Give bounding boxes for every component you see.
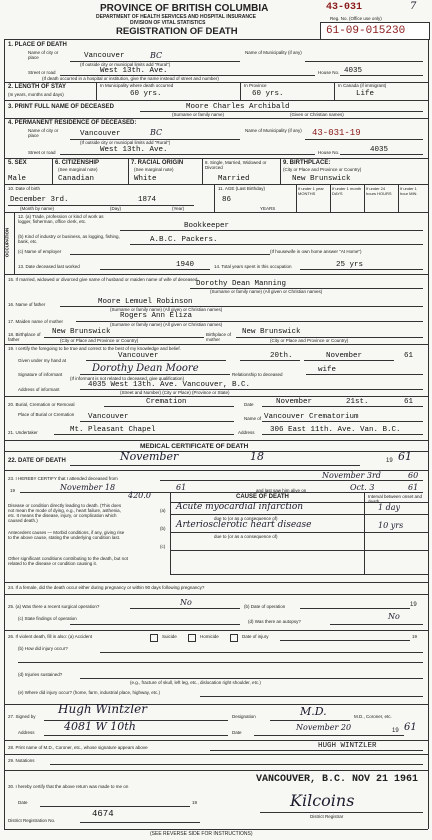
district-label: District Registration No.: [8, 818, 56, 823]
institution-hint: (If death occurred in a hospital or institution, give the name instead of street and number): [42, 76, 219, 81]
s10-label: 10. Date of birth: [8, 186, 41, 191]
outside-limits-hint: (If outside city or municipal limits add "Rural"): [80, 62, 171, 67]
attended-to-year: 61: [176, 483, 187, 492]
res-muni-label: Name of Municipality (if any): [245, 128, 302, 133]
bp-hint-mother: (City or Place and Province or Country): [270, 338, 349, 343]
res-street: West 13th. Ave.: [100, 146, 168, 154]
accident-checkbox[interactable]: [150, 634, 158, 642]
age-col-hours: If under 24 hours HOURS: [366, 186, 392, 196]
burial-place: Vancouver: [88, 413, 129, 421]
s14-label: 14. Total years spent in this occupation: [214, 264, 292, 269]
house-no: 4035: [344, 67, 363, 75]
s18-label: 18. Birthplace of father: [8, 332, 41, 342]
dob-year: 1874: [138, 196, 157, 204]
signature-label: Signature of informant: [18, 372, 63, 377]
cause-a-label: (a): [160, 508, 166, 513]
s24-label: 24. If a female, did the death occur either during pregnancy or within 90 days following pregnancy?: [8, 585, 205, 590]
sign-date: November 20: [296, 723, 352, 732]
given-day: 20th.: [270, 352, 293, 360]
s2-sub: (In years, months and days): [8, 92, 64, 97]
s6-label: 6. CITIZENSHIP: [55, 160, 100, 166]
s11-label: 11. AGE (Last Birthday): [218, 186, 265, 191]
age-col-days: If under 1 month DAYS: [332, 186, 362, 196]
s12c-label: (c) Name of employer: [18, 249, 62, 254]
s21-label: 21. Undertaker: [8, 430, 38, 435]
bp-hint-father: (City or Place and Province or Country): [60, 338, 139, 343]
given-place: Vancouver: [118, 352, 159, 360]
stay-canada-label: In Canada (if immigrant): [338, 83, 387, 88]
spouse: Dorothy Dean Manning: [196, 280, 287, 288]
s26-year: 19: [412, 634, 418, 639]
address-hint: (Street and Number) (City or Place) (Province or State): [120, 390, 230, 395]
province-title: PROVINCE OF BRITISH COLUMBIA: [100, 3, 269, 14]
street-label: Street or road: [28, 70, 56, 75]
attended-to: November 18: [60, 483, 116, 492]
father-birthplace: New Brunswick: [52, 328, 111, 336]
age-col-months: If under 1 year MONTHS: [298, 186, 324, 196]
stay-prov: 60 yrs.: [252, 90, 284, 98]
stay-prov-label: In Province: [244, 83, 267, 88]
last-seen-year: 61: [408, 483, 419, 492]
s6-sub: (See marginal note): [58, 167, 98, 172]
spouse-hint: (Surname or family name) (All given or Christian names): [210, 289, 323, 294]
deceased-name: Moore Charles Archibald: [186, 103, 290, 111]
name-city-label: Name of city or place: [28, 50, 59, 60]
code-note: 420.0: [128, 491, 151, 500]
res-outside-hint: (If outside city or municipal limits add "Rural"): [80, 140, 171, 145]
occupation-vertical: OCCUPATION: [4, 227, 10, 258]
s26-opt-date: Date of injury: [242, 634, 269, 639]
surgical-op: No: [180, 598, 192, 607]
s26e-label: (e) Where did injury occur? (home, farm, industrial place, highway, etc.): [18, 690, 160, 695]
attended-from: November 3rd: [322, 471, 381, 480]
mdc-label: M.D., Coroner, etc.: [354, 714, 392, 719]
s3-title: 3. PRINT FULL NAME OF DECEASED: [8, 104, 114, 110]
s12c-sub: (If housewife in own home answer "At Home"): [270, 249, 362, 254]
sex: Male: [8, 175, 27, 183]
s28-label: 28. Print name of M.D., Coroner, etc., whose signature appears above: [8, 745, 148, 750]
physician-print: HUGH WINTZLER: [318, 742, 377, 750]
age-years: 86: [222, 196, 232, 204]
s25a-label: 25. (a) Was there a recent surgical operation?: [8, 604, 100, 609]
s27-date-label: Date: [232, 730, 242, 735]
s4-title: 4. PERMANENT RESIDENCE OF DECEASED:: [8, 120, 137, 126]
s25c-label: (c) State findings of operation: [18, 616, 77, 621]
res-hw: BC: [150, 128, 163, 137]
informant-address: 4035 West 13th. Ave. Vancouver, B.C.: [88, 381, 251, 389]
designation-label: Designation: [232, 714, 256, 719]
mother-bp-label: Birthplace of mother: [206, 332, 232, 342]
s1-title: 1. PLACE OF DEATH: [8, 42, 67, 48]
s19-label: 19. I certify the foregoing to be true and correct to the best of my knowledge and belief.: [8, 346, 181, 351]
registered-stamp: VANCOUVER, B.C. NOV 21 1961: [256, 774, 419, 785]
undertaker-addr-label: Address: [238, 430, 255, 435]
citizenship: Canadian: [58, 175, 95, 183]
informant-signature: Dorothy Dean Moore: [92, 363, 199, 374]
s25b-year: 19: [410, 602, 417, 608]
physician-signature: Hugh Wintzler: [58, 702, 147, 716]
address-label: Address of informant: [18, 387, 60, 392]
mother: Rogers Ann Eliza: [120, 312, 193, 320]
due-to-b: due to (or as a consequence of): [214, 516, 278, 521]
disp-month: November: [276, 398, 313, 406]
form-title: REGISTRATION OF DEATH: [116, 26, 238, 37]
birthplace: New Brunswick: [292, 175, 351, 183]
disp-day: 21st.: [346, 398, 369, 406]
s26-opt-homicide: Homicide: [200, 634, 219, 639]
res-city-label: Name of city or place: [28, 128, 59, 138]
sign-year: 61: [404, 722, 417, 733]
given-year: 61: [404, 352, 414, 360]
date-label: Date: [18, 800, 28, 805]
department-title: DEPARTMENT OF HEALTH SERVICES AND HOSPITAL INSURANCE: [96, 14, 256, 20]
s20-label: 20. Burial, Cremation or Removal: [8, 402, 75, 407]
death-day: 18: [250, 450, 264, 463]
top-stamp: 43-031: [326, 2, 363, 13]
res-city: Vancouver: [80, 130, 121, 138]
autopsy: No: [388, 612, 400, 621]
s7-label: 7. RACIAL ORIGIN: [131, 160, 184, 166]
s26d-label: (d) Injuries sustained?: [18, 672, 63, 677]
stay-muni-label: In Municipality where death occurred: [100, 83, 174, 88]
corner-mark: 7: [410, 1, 417, 12]
surname-hint: (Surname or family name): [172, 112, 225, 117]
cause-title: CAUSE OF DEATH: [236, 494, 289, 500]
medical-title: MEDICAL CERTIFICATE OF DEATH: [140, 443, 249, 450]
given-under-label: Given under my hand at: [18, 358, 67, 363]
res-street-label: Street or road: [28, 150, 56, 155]
dob-year-hint: (Year): [172, 206, 185, 211]
cause-c-label: (c): [160, 544, 166, 549]
division-title: DIVISION OF VITAL STATISTICS: [130, 20, 206, 26]
suicide-checkbox[interactable]: [188, 634, 196, 642]
father-hint: (Surname or family name) (All given or Christian names): [110, 307, 223, 312]
death-month: November: [120, 450, 179, 463]
s26d-hint: (e.g., fracture of skull, left leg, etc., dislocation right shoulder, etc.): [130, 680, 261, 685]
s15-label: 15. If married, widowed or divorced give name of husband or maiden name of wife of deceased: [8, 277, 198, 282]
s30-label: 30. I hereby certify that the above return was made to me on: [8, 784, 129, 789]
dob-day-hint: (Day): [110, 206, 121, 211]
s8-label: 8. Single, Married, Widowed or Divorced: [205, 160, 267, 170]
sign-year-prefix: 19: [392, 728, 399, 734]
due-to-c: due to (or as a consequence of): [214, 534, 278, 539]
last-seen: Oct. 3: [350, 483, 375, 492]
homicide-checkbox[interactable]: [230, 634, 238, 642]
s2-title: 2. LENGTH OF STAY: [8, 84, 67, 90]
cemetery-label: Name of: [244, 416, 262, 421]
other-note: Other significant conditions contributing to the death, but not related to the disease or condition causing it.: [8, 556, 128, 566]
s27-address-label: Address: [18, 730, 35, 735]
s22-label: 22. DATE OF DEATH: [8, 458, 66, 464]
registrar-signature: Kilcoins: [290, 791, 355, 810]
last-worked: 1940: [176, 261, 195, 269]
undertaker: Mt. Pleasant Chapel: [70, 426, 156, 434]
s25d-label: (d) Was there an autopsy?: [248, 619, 301, 624]
marital: Married: [218, 175, 250, 183]
disp-date-label: Date: [244, 402, 254, 407]
s27-label: 27. Signed by: [8, 714, 36, 719]
to-label: 19: [10, 488, 16, 493]
industry: A.B.C. Packers.: [150, 236, 218, 244]
years-occupation: 25 yrs: [336, 261, 364, 269]
stay-canada: Life: [356, 90, 375, 98]
attended-from-year: 60: [408, 471, 419, 480]
cemetery: Vancouver Crematorium: [264, 413, 359, 421]
street-of-death: West 13th. Ave.: [100, 67, 168, 75]
city-of-death: Vancouver: [84, 52, 125, 60]
informant-hint: (If informant is not related to deceased, give qualification): [70, 376, 185, 381]
cause-b-interval: 10 yrs: [378, 521, 404, 530]
res-stamp: 43-031-19: [312, 128, 361, 138]
district-no: 4674: [92, 809, 114, 819]
s25b-label: (b) Date of operation: [244, 604, 286, 609]
death-year: 61: [398, 450, 412, 463]
last-seen-label: and last saw him alive on: [256, 488, 307, 493]
city-hw: BC: [150, 51, 163, 60]
res-house-label: House No.: [318, 150, 340, 155]
s12a-label: 12. (a) Trade, profession or kind of work as logger, fisherman, office clerk, etc.: [18, 214, 104, 224]
cause-a: Acute myocardial infarction: [176, 502, 304, 512]
dob-day: December 3rd.: [10, 196, 69, 204]
racial-origin: White: [134, 175, 157, 183]
reg-no-label: Reg. No. (Office use only): [330, 16, 382, 21]
physician-address: 4081 W 10th: [64, 720, 136, 733]
registrar-label: District Registrar: [310, 814, 344, 819]
res-house-no: 4035: [370, 146, 389, 154]
designation: M.D.: [300, 705, 327, 718]
reg-number: 61-09-015230: [326, 25, 406, 37]
municipality-label: Name of Municipality (if any): [245, 50, 302, 55]
footer-note: (SEE REVERSE SIDE FOR INSTRUCTIONS): [150, 831, 253, 837]
s12b-label: (b) Kind of industry or business, as logging, fishing, bank, etc.: [18, 234, 120, 244]
s26-label: 26. If violent death, fill in also: (a) Accident: [8, 634, 93, 639]
age-years-hint: YEARS: [260, 206, 276, 211]
disease-note: Disease or condition directly leading to death. (This does not mean the mode of dying, e.g., heart failure, asthenia, etc. It means the disease, injury, or complication which caused death.): [8, 503, 122, 523]
s16-label: 16. Name of father: [8, 302, 46, 307]
mother-birthplace: New Brunswick: [242, 328, 301, 336]
s13-label: 13. Date deceased last worked: [18, 264, 80, 269]
stay-muni: 60 yrs.: [130, 90, 162, 98]
father: Moore Lemuel Robinson: [98, 298, 193, 306]
relationship-label: Relationship to deceased: [232, 372, 283, 377]
undertaker-address: 306 East 11th. Ave. Van. B.C.: [270, 426, 401, 434]
given-hint: (Given or Christian names): [290, 112, 344, 117]
s9-label: 9. BIRTHPLACE:: [283, 160, 331, 166]
interval-title: Interval between onset and death: [368, 494, 423, 504]
death-year-prefix: 19: [386, 458, 393, 464]
s7-sub: (See marginal note): [134, 167, 174, 172]
mother-hint: (Surname or family name) (All given or Christian names): [110, 322, 223, 327]
antecedent-note: Antecedent causes — Morbid conditions, if any, giving rise to the above cause, stating the underlying condition last.: [8, 530, 125, 540]
cause-b: Arteriosclerotic heart disease: [176, 520, 312, 530]
house-no-label: House No.: [318, 70, 340, 75]
relationship: wife: [318, 366, 337, 374]
district-year-prefix: 19: [192, 800, 198, 805]
s29-label: 29. Notations: [8, 758, 35, 763]
s26-opt-suicide: Suicide: [162, 634, 177, 639]
s9-sub: (City or Place and Province or Country): [283, 167, 362, 172]
dob-month-hint: (Month by name): [20, 206, 55, 211]
cause-a-interval: 1 day: [378, 503, 401, 512]
occupation-value: Bookkeeper: [184, 222, 230, 230]
disp-year: 61: [404, 398, 414, 406]
cause-b-label: (b): [160, 526, 166, 531]
disposition: Cremation: [146, 398, 187, 406]
age-col-min: If under 1 hour MIN.: [400, 186, 418, 196]
s17-label: 17. Maiden name of mother: [8, 319, 64, 324]
given-month: November: [326, 352, 363, 360]
s26b-label: (b) How did injury occur?: [18, 646, 68, 651]
s5-label: 5. SEX: [8, 160, 27, 166]
s23-label: 23. I HEREBY CERTIFY that I attended deceased from: [8, 476, 118, 481]
place-burial-label: Place of Burial or Cremation: [18, 412, 75, 417]
